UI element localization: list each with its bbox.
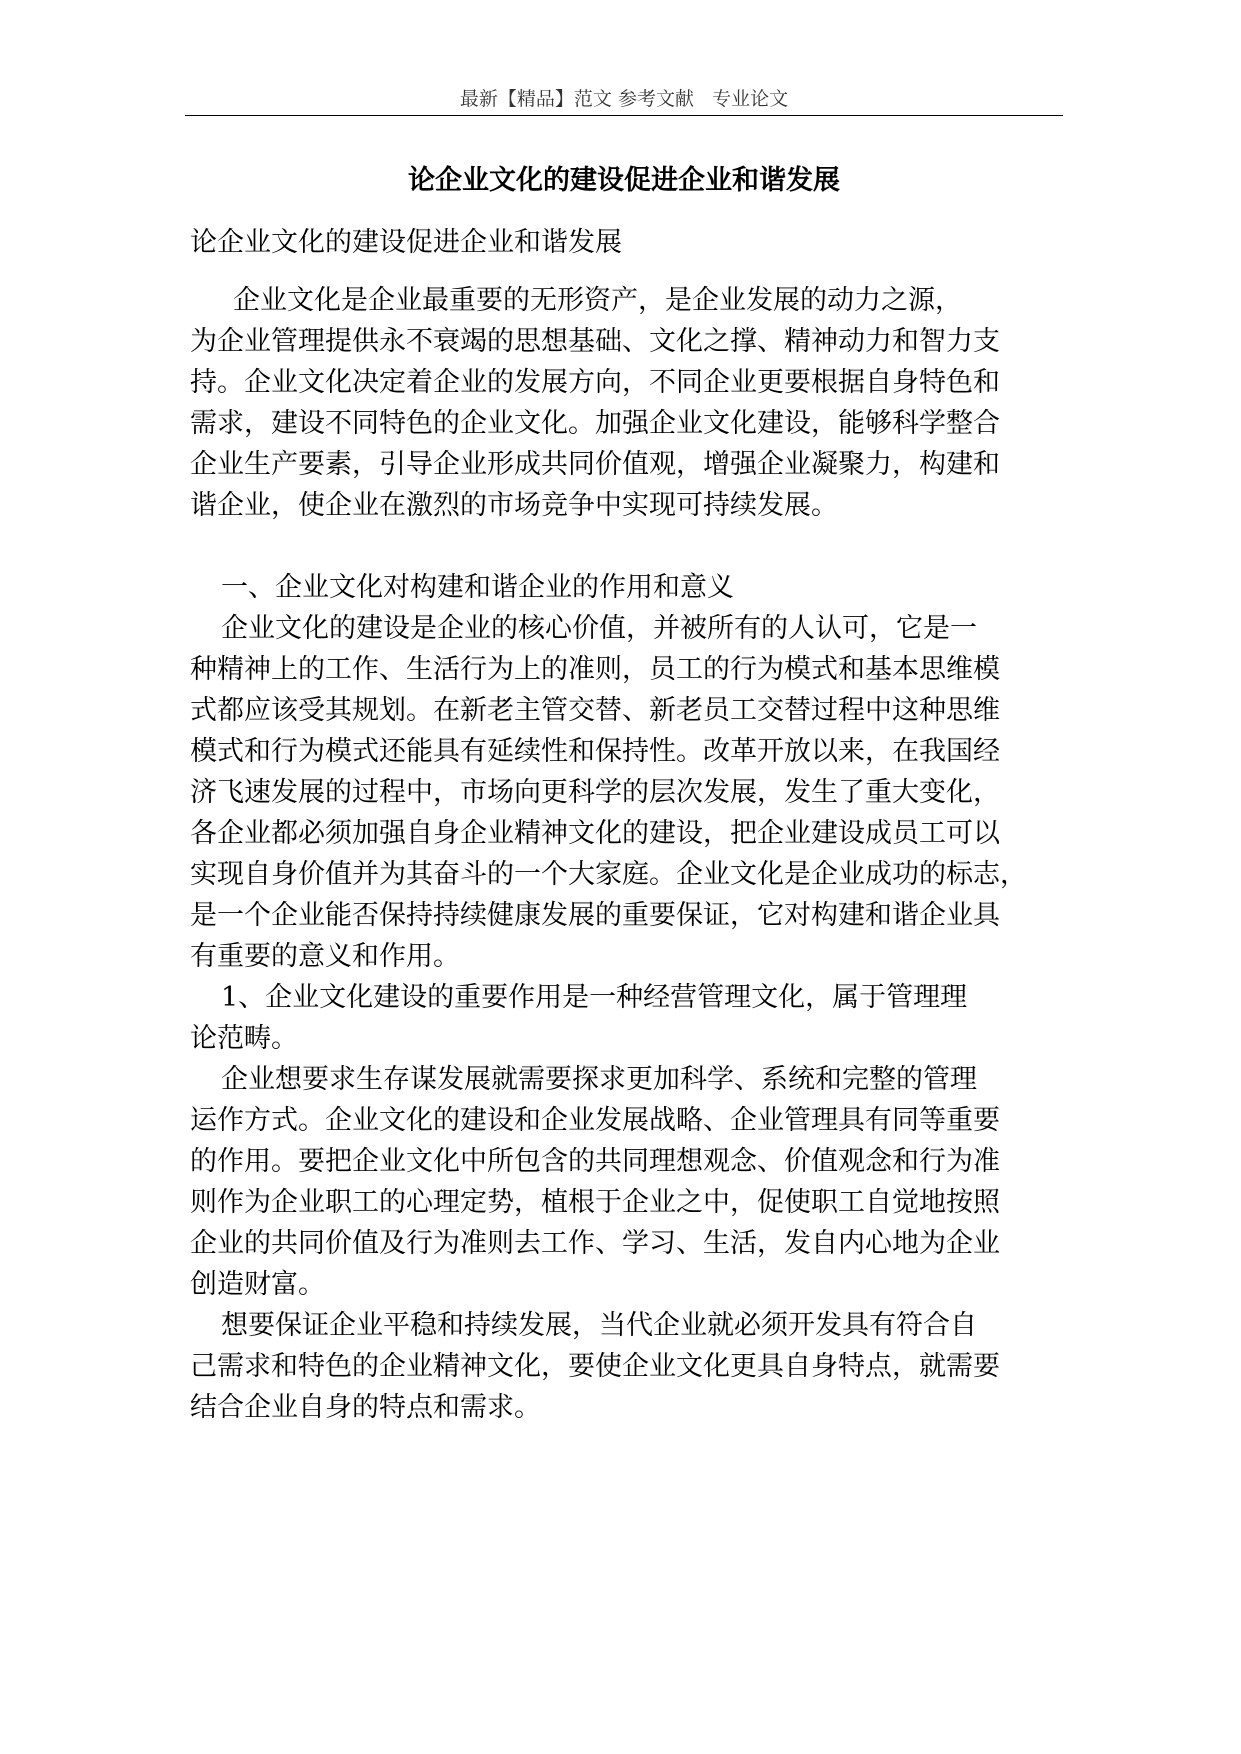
body-line: 模式和行为模式还能具有延续性和保持性。改革开放以来，在我国经	[190, 736, 1000, 767]
body-line: 济飞速发展的过程中，市场向更科学的层次发展，发生了重大变化，	[190, 777, 1000, 808]
body-line: 企业的共同价值及行为准则去工作、学习、生活，发自内心地为企业	[190, 1228, 1000, 1259]
body-line: 持。企业文化决定着企业的发展方向，不同企业更要根据自身特色和	[190, 367, 1000, 398]
body-line: 有重要的意义和作用。	[190, 941, 460, 972]
body-line: 结合企业自身的特点和需求。	[190, 1392, 541, 1423]
subsection-heading: 1、企业文化建设的重要作用是一种经营管理文化，属于管理理	[221, 982, 968, 1013]
body-line: 己需求和特色的企业精神文化，要使企业文化更具自身特点，就需要	[190, 1351, 1000, 1382]
body-line: 的作用。要把企业文化中所包含的共同理想观念、价值观念和行为准	[190, 1146, 1000, 1177]
document-subtitle: 论企业文化的建设促进企业和谐发展	[190, 227, 622, 258]
body-line: 种精神上的工作、生活行为上的准则，员工的行为模式和基本思维模	[190, 654, 1000, 685]
body-line: 企业文化的建设是企业的核心价值，并被所有的人认可，它是一	[221, 613, 977, 644]
body-line: 企业生产要素，引导企业形成共同价值观，增强企业凝聚力，构建和	[190, 449, 1000, 480]
header-rule	[185, 115, 1063, 116]
body-line: 式都应该受其规划。在新老主管交替、新老员工交替过程中这种思维	[190, 695, 1000, 726]
body-line: 企业想要求生存谋发展就需要探求更加科学、系统和完整的管理	[221, 1064, 977, 1095]
body-line: 论范畴。	[190, 1023, 298, 1054]
body-line: 实现自身价值并为其奋斗的一个大家庭。企业文化是企业成功的标志，	[190, 859, 1027, 890]
document-title: 论企业文化的建设促进企业和谐发展	[408, 165, 840, 196]
body-line: 创造财富。	[190, 1269, 325, 1300]
body-line: 为企业管理提供永不衰竭的思想基础、文化之撑、精神动力和智力支	[190, 326, 1000, 357]
body-line: 需求，建设不同特色的企业文化。加强企业文化建设，能够科学整合	[190, 408, 1000, 439]
section-heading: 一、企业文化对构建和谐企业的作用和意义	[221, 572, 734, 603]
body-line: 各企业都必须加强自身企业精神文化的建设，把企业建设成员工可以	[190, 818, 1000, 849]
body-line: 是一个企业能否保持持续健康发展的重要保证，它对构建和谐企业具	[190, 900, 1000, 931]
body-line: 则作为企业职工的心理定势，植根于企业之中，促使职工自觉地按照	[190, 1187, 1000, 1218]
body-line: 谐企业，使企业在激烈的市场竞争中实现可持续发展。	[190, 490, 838, 521]
body-line: 想要保证企业平稳和持续发展，当代企业就必须开发具有符合自	[221, 1310, 977, 1341]
page-header: 最新【精品】范文 参考文献 专业论文	[459, 88, 789, 110]
body-line: 企业文化是企业最重要的无形资产，是企业发展的动力之源，	[233, 285, 962, 316]
body-line: 运作方式。企业文化的建设和企业发展战略、企业管理具有同等重要	[190, 1105, 1000, 1136]
